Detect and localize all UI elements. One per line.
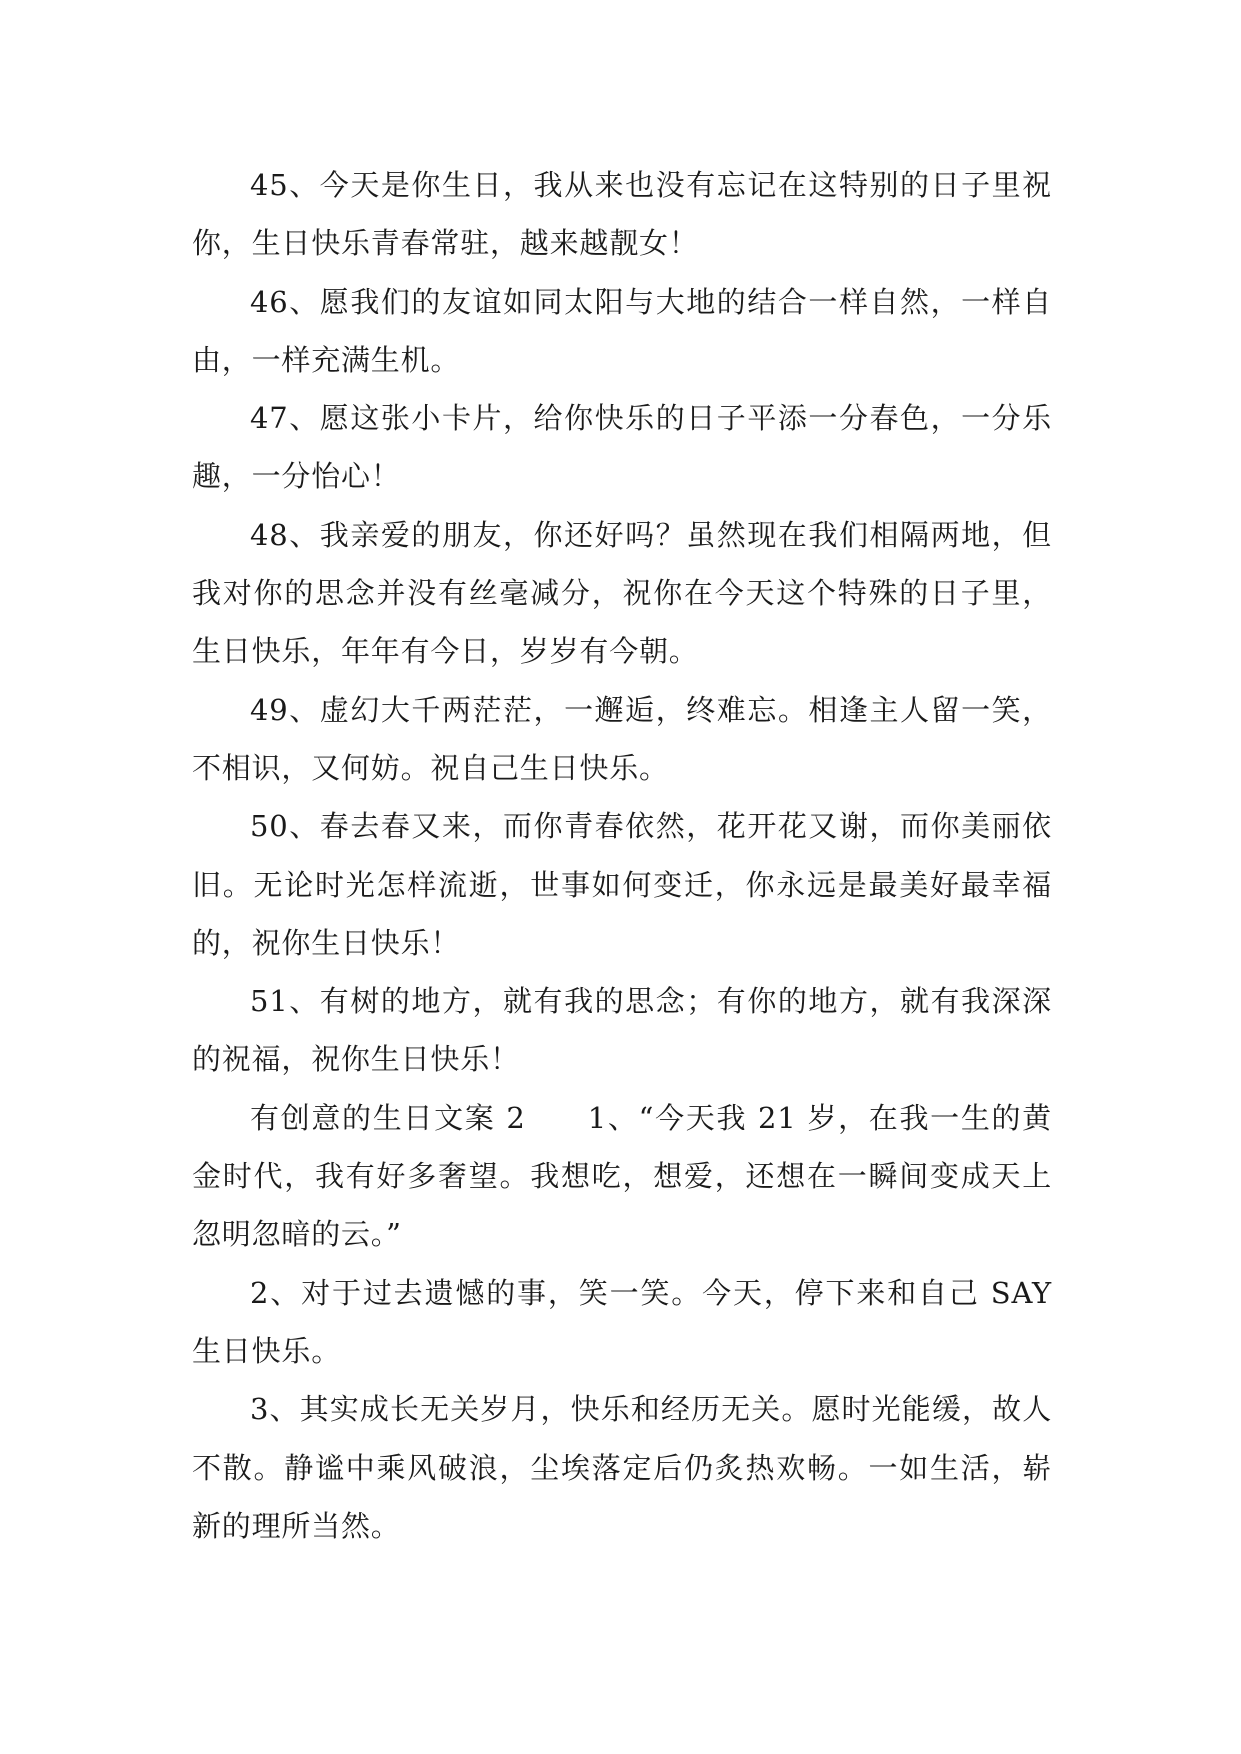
- document-body: [192, 156, 1052, 1555]
- paragraph-3: 3、其实成长无关岁月，快乐和经历无关。愿时光能缓，故人不散。静谧中乘风破浪，尘埃落定后仍炙热欢畅。一如生活，崭新的理所当然。: [192, 1392, 1052, 1543]
- paragraph-50: 50、春去春又来，而你青春依然，花开花又谢，而你美丽依旧。无论时光怎样流逝，世事如何变迁，你永远是最美好最幸福的，祝你生日快乐！: [192, 809, 1052, 960]
- paragraph-2: 2、对于过去遗憾的事，笑一笑。今天，停下来和自己 SAY 生日快乐。: [192, 1275, 1052, 1368]
- paragraph-48: 48、我亲爱的朋友，你还好吗？虽然现在我们相隔两地，但我对你的思念并没有丝毫减分，祝你在今天这个特殊的日子里，生日快乐，年年有今日，岁岁有今朝。: [192, 517, 1052, 669]
- paragraph-51: 51、有树的地方，就有我的思念；有你的地方，就有我深深的祝福，祝你生日快乐！: [192, 984, 1052, 1077]
- section-heading-paragraph: 有创意的生日文案 2 1、“今天我 21 岁，在我一生的黄金时代，我有好多奢望。我想吃，想爱，还想在一瞬间变成天上忽明忽暗的云。”: [192, 1100, 1052, 1252]
- paragraph-46: 46、愿我们的友谊如同太阳与大地的结合一样自然，一样自由，一样充满生机。: [192, 284, 1052, 377]
- paragraph-45: 45、今天是你生日，我从来也没有忘记在这特别的日子里祝你，生日快乐青春常驻，越来越靓女！: [192, 168, 1052, 261]
- paragraph-47: 47、愿这张小卡片，给你快乐的日子平添一分春色，一分乐趣，一分怡心！: [192, 401, 1052, 494]
- paragraph-49: 49、虚幻大千两茫茫，一邂逅，终难忘。相逢主人留一笑，不相识，又何妨。祝自己生日快乐。: [192, 692, 1052, 785]
